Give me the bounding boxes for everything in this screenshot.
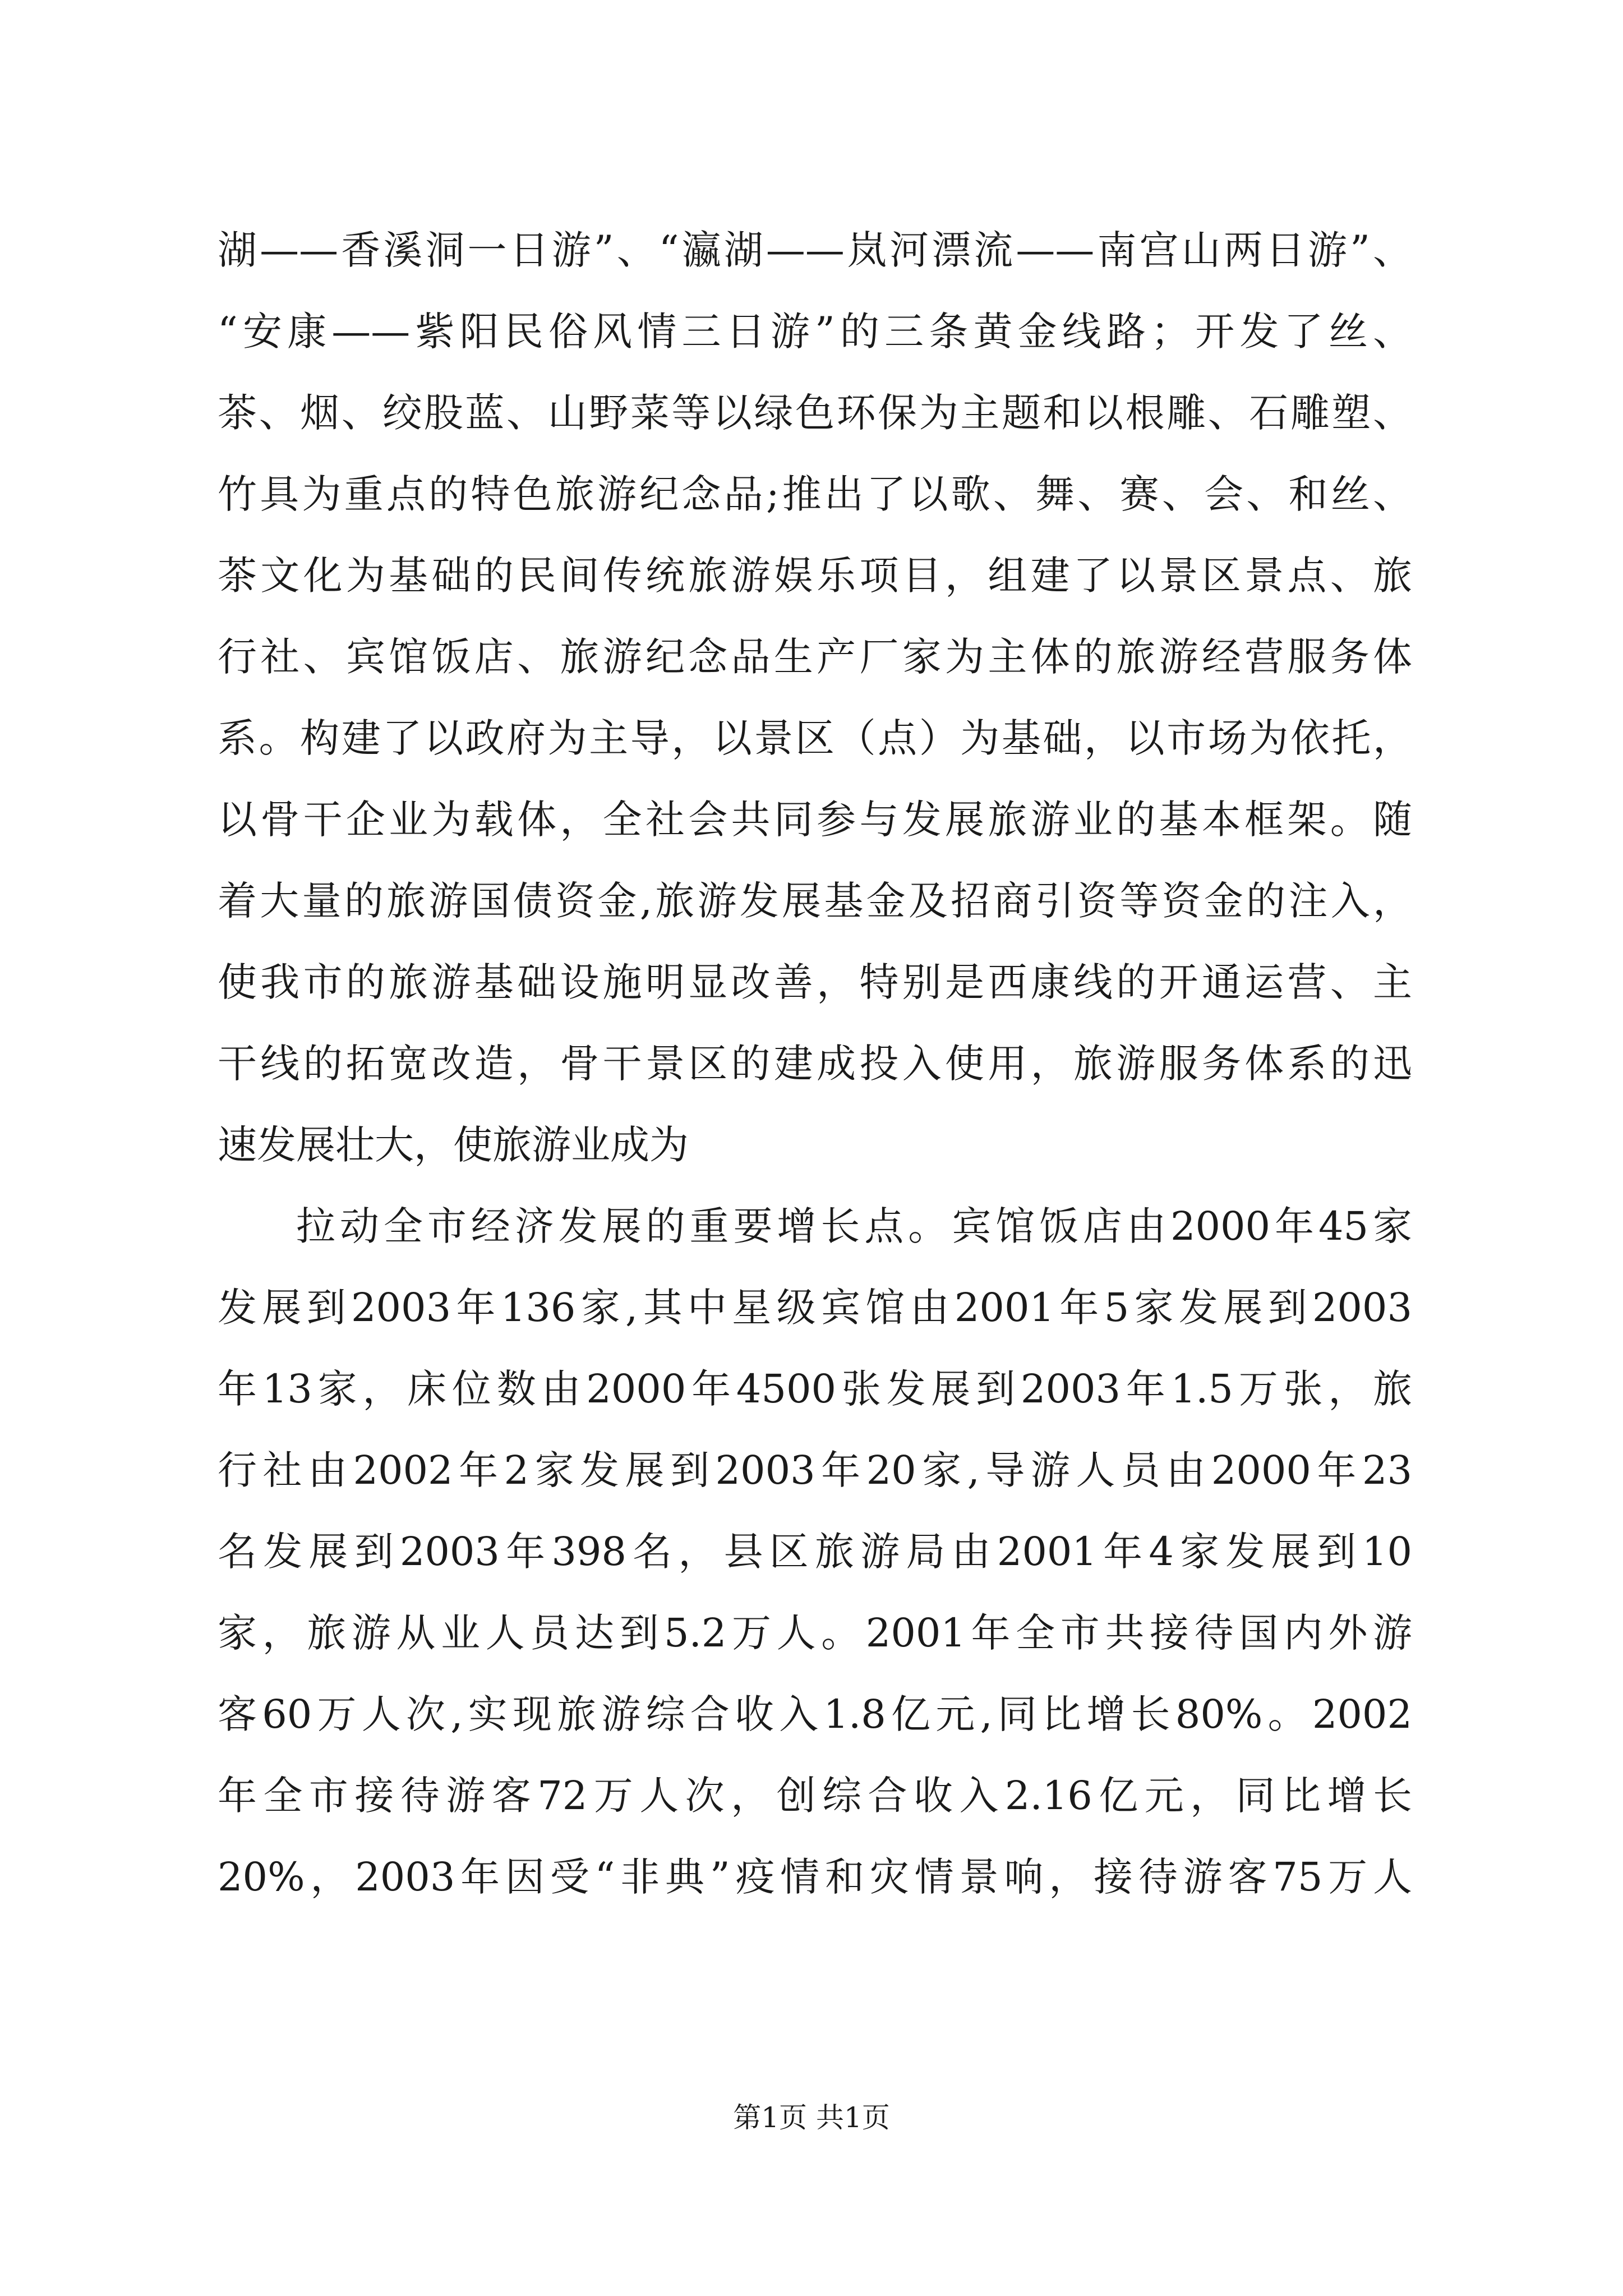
text-line: 竹具为重点的特色旅游纪念品;推出了以歌、舞、赛、会、和丝、	[218, 471, 1412, 517]
text-line: 年13家，床位数由2000年4500张发展到2003年1.5万张，旅	[218, 1366, 1412, 1412]
text-line: 茶、烟、绞股蓝、山野菜等以绿色环保为主题和以根雕、石雕塑、	[218, 390, 1412, 436]
text-line: 发展到2003年136家,其中星级宾馆由2001年5家发展到2003	[218, 1285, 1412, 1331]
text-line: 年全市接待游客72万人次，创综合收入2.16亿元，同比增长	[218, 1773, 1412, 1819]
text-line: 速发展壮大，使旅游业成为	[218, 1122, 689, 1168]
text-line: 20%，2003年因受“非典”疫情和灾情景响，接待游客75万人	[218, 1854, 1412, 1900]
text-line: 干线的拓宽改造，骨干景区的建成投入使用，旅游服务体系的迅	[218, 1041, 1412, 1087]
text-line: 家，旅游从业人员达到5.2万人。2001年全市共接待国内外游	[218, 1610, 1412, 1656]
text-line: 行社由2002年2家发展到2003年20家,导游人员由2000年23	[218, 1447, 1412, 1493]
text-line: 行社、宾馆饭店、旅游纪念品生产厂家为主体的旅游经营服务体	[218, 634, 1412, 680]
text-line: 着大量的旅游国债资金,旅游发展基金及招商引资等资金的注入，	[218, 878, 1412, 924]
page-footer	[0, 2098, 1623, 2137]
text-line: 湖——香溪洞一日游”、“瀛湖——岚河漂流——南宫山两日游”、	[218, 227, 1412, 273]
text-line: “安康——紫阳民俗风情三日游”的三条黄金线路；开发了丝、	[218, 309, 1412, 355]
text-line: 使我市的旅游基础设施明显改善，特别是西康线的开通运营、主	[218, 959, 1412, 1005]
text-line: 茶文化为基础的民间传统旅游娱乐项目，组建了以景区景点、旅	[218, 553, 1412, 599]
text-line: 名发展到2003年398名，县区旅游局由2001年4家发展到10	[218, 1529, 1412, 1575]
text-line: 系。构建了以政府为主导，以景区（点）为基础，以市场为依托，	[218, 715, 1412, 761]
page-number-label: 第1页 共1页	[733, 2101, 890, 2134]
text-line: 客60万人次,实现旅游综合收入1.8亿元,同比增长80%。2002	[218, 1691, 1412, 1737]
paragraph-first-line: 拉动全市经济发展的重要增长点。宾馆饭店由2000年45家	[296, 1203, 1412, 1249]
text-line: 以骨干企业为载体，全社会共同参与发展旅游业的基本框架。随	[218, 797, 1412, 843]
body-text	[218, 210, 1412, 1918]
